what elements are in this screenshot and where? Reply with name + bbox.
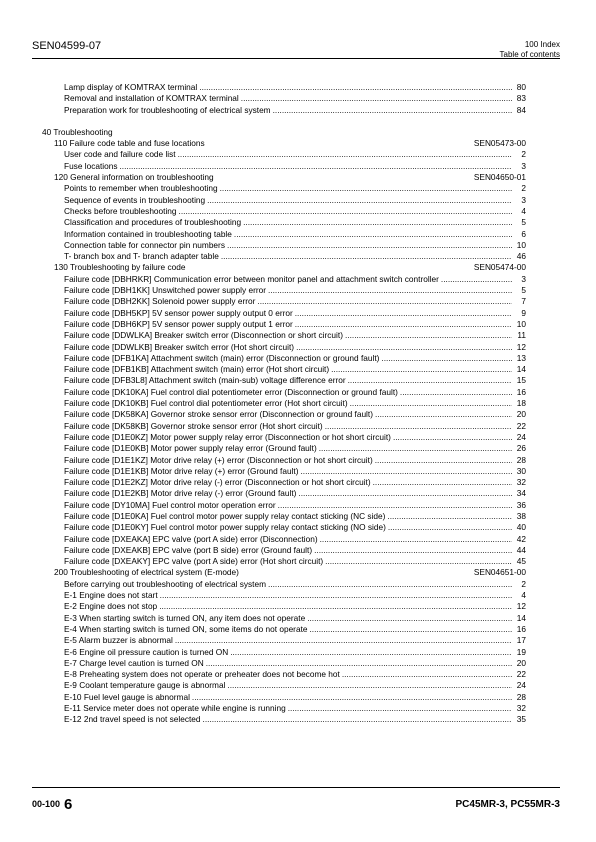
toc-section-page: SEN04651-00 <box>473 567 526 578</box>
dot-leader <box>441 274 512 285</box>
toc-entry-title: Preparation work for troubleshooting of electrical system <box>64 104 271 115</box>
dot-leader <box>309 624 512 635</box>
toc-entry-title: E-4 When starting switch is turned ON, some items do not operate <box>64 623 308 634</box>
toc-entry <box>42 206 526 217</box>
toc-entry-title: E-7 Charge level caution is turned ON <box>64 657 204 668</box>
toc-entry-page: 4 <box>521 205 526 216</box>
toc-entry-page: 80 <box>516 82 526 92</box>
toc-entry-page: 26 <box>516 443 526 454</box>
toc-entry <box>42 93 526 104</box>
toc-section-title: 200 Troubleshooting of electrical system (E-mode) <box>54 567 239 578</box>
toc-entry-page: 44 <box>516 544 526 555</box>
dot-leader <box>203 714 512 725</box>
toc-entry-page: 34 <box>516 488 526 499</box>
spacer <box>42 116 526 127</box>
toc-entry <box>42 522 526 533</box>
dot-leader <box>350 398 512 409</box>
dot-leader <box>325 556 512 567</box>
toc-entry <box>42 692 526 703</box>
dot-leader <box>273 105 512 116</box>
page-number: 6 <box>64 796 73 813</box>
toc-entry-title: E-3 When starting switch is turned ON, any item does not operate <box>64 612 306 623</box>
toc-entry-page: 9 <box>521 307 526 318</box>
toc-entry <box>42 240 526 251</box>
toc-entry-page: 12 <box>516 341 526 352</box>
toc-entry <box>42 613 526 624</box>
footer-models: PC45MR-3, PC55MR-3 <box>455 799 560 810</box>
toc-section-page: SEN05473-00 <box>473 138 526 149</box>
toc-entry <box>42 579 526 590</box>
toc-entry <box>42 601 526 612</box>
header-subsection: Table of contents <box>499 50 560 59</box>
toc-entry-title: E-6 Engine oil pressure caution is turned ON <box>64 646 229 657</box>
toc-entry-page: 2 <box>521 578 526 589</box>
toc-entry-page: 36 <box>516 499 526 510</box>
toc-section-title: 130 Troubleshooting by failure code <box>54 262 186 273</box>
toc-entry-title: E-11 Service meter does not operate while engine is running <box>64 703 286 714</box>
dot-leader <box>314 545 512 556</box>
toc-entry-title: E-5 Alarm buzzer is abnormal <box>64 635 173 646</box>
toc-entry-page: 10 <box>516 239 526 250</box>
toc-entry-page: 46 <box>516 251 526 262</box>
toc-entry <box>42 342 526 353</box>
toc-entry-page: 20 <box>516 657 526 668</box>
dot-leader <box>307 613 512 624</box>
toc-entry-title: Failure code [DY10MA] Fuel control motor operation error <box>64 499 276 510</box>
toc-entry-page: 10 <box>516 318 526 329</box>
toc-entry-title: Lamp display of KOMTRAX terminal <box>64 82 198 92</box>
toc-entry <box>42 488 526 499</box>
toc-entry <box>42 624 526 635</box>
footer-page-number <box>32 796 72 813</box>
dot-leader <box>331 364 512 375</box>
toc-entry-title: Before carrying out troubleshooting of electrical system <box>64 578 266 589</box>
toc-entry-title: Failure code [D1E0KY] Fuel control motor power supply relay contact sticking (NO side) <box>64 522 386 533</box>
toc-entry-title: Failure code [DDWLKA] Breaker switch error (Disconnection or short circuit) <box>64 330 343 341</box>
toc-entry <box>42 105 526 116</box>
dot-leader <box>227 240 512 251</box>
toc-entry-title: Checks before troubleshooting <box>64 205 177 216</box>
toc-section-title: 120 General information on troubleshooting <box>54 172 214 183</box>
toc-entry-title: Failure code [D1E1KB] Motor drive relay (+) error (Ground fault) <box>64 465 299 476</box>
dot-leader <box>268 285 512 296</box>
toc-entry <box>42 500 526 511</box>
toc-entry-title: User code and failure code list <box>64 149 176 160</box>
toc-entry <box>42 466 526 477</box>
toc-entry-page: 42 <box>516 533 526 544</box>
toc-entry-title: E-9 Coolant temperature gauge is abnormal <box>64 680 226 691</box>
toc-entry-page: 15 <box>516 375 526 386</box>
toc-entry <box>42 308 526 319</box>
toc-entry <box>42 183 526 194</box>
dot-leader <box>278 500 512 511</box>
toc-entry-title: T- branch box and T- branch adapter table <box>64 251 219 262</box>
toc-entry-title: Fuse locations <box>64 160 118 171</box>
toc-entry-page: 30 <box>516 465 526 476</box>
toc-entry <box>42 680 526 691</box>
toc-entry <box>42 375 526 386</box>
toc-entry-page: 2 <box>521 183 526 194</box>
header-section: 100 Index <box>524 40 560 49</box>
toc-section <box>42 172 526 183</box>
toc-entry-title: Failure code [DFB1KA] Attachment switch (main) error (Disconnection or ground fault) <box>64 352 380 363</box>
dot-leader <box>393 432 512 443</box>
toc-entry-page: 40 <box>516 522 526 533</box>
dot-leader <box>227 680 512 691</box>
dot-leader <box>179 206 512 217</box>
toc-entry-page: 35 <box>516 714 526 725</box>
toc-entry <box>42 296 526 307</box>
toc-entry-page: 2 <box>521 149 526 160</box>
dot-leader <box>243 217 512 228</box>
toc-entry-page: 3 <box>521 194 526 205</box>
dot-leader <box>296 342 512 353</box>
dot-leader <box>375 455 512 466</box>
toc-entry-page: 24 <box>516 680 526 691</box>
dot-leader <box>348 375 512 386</box>
toc-entry <box>42 149 526 160</box>
toc-entry-page: 13 <box>516 352 526 363</box>
toc-entry-page: 16 <box>516 386 526 397</box>
toc-chapter <box>42 127 526 138</box>
toc-entry-page: 16 <box>516 623 526 634</box>
dot-leader <box>298 488 512 499</box>
toc-entry-title: E-8 Preheating system does not operate or preheater does not become hot <box>64 669 340 680</box>
dot-leader <box>159 601 512 612</box>
dot-leader <box>373 477 512 488</box>
dot-leader <box>375 409 512 420</box>
toc-entry <box>42 285 526 296</box>
toc-entry <box>42 477 526 488</box>
toc-entry <box>42 217 526 228</box>
toc-entry-title: Failure code [D1E0KZ] Motor power supply relay error (Disconnection or hot short circuit) <box>64 431 391 442</box>
toc-entry-title: Failure code [DK58KA] Governor stroke sensor error (Disconnection or ground fault) <box>64 409 373 420</box>
toc-entry <box>42 590 526 601</box>
toc-entry <box>42 534 526 545</box>
toc-section <box>42 138 526 149</box>
toc-section-title: 110 Failure code table and fuse locations <box>54 138 205 149</box>
dot-leader <box>221 251 512 262</box>
toc-entry-page: 32 <box>516 477 526 488</box>
toc-entry-page: 5 <box>521 285 526 296</box>
dot-leader <box>387 511 512 522</box>
toc-entry <box>42 647 526 658</box>
toc-entry-page: 22 <box>516 669 526 680</box>
toc-entry <box>42 161 526 172</box>
toc-entry <box>42 455 526 466</box>
toc-entry-title: Failure code [DK10KB] Fuel control dial potentiometer error (Hot short circuit) <box>64 398 348 409</box>
toc-entry <box>42 409 526 420</box>
toc-entry-page: 12 <box>516 601 526 612</box>
dot-leader <box>257 296 512 307</box>
toc-entry-page: 11 <box>517 330 526 341</box>
dot-leader <box>400 387 512 398</box>
toc-entry-title: Failure code [DBH6KP] 5V sensor power supply output 1 error <box>64 318 293 329</box>
toc-entry <box>42 353 526 364</box>
dot-leader <box>120 161 513 172</box>
toc-entry <box>42 658 526 669</box>
toc-entry-title: Classification and procedures of troubleshooting <box>64 217 242 228</box>
dot-leader <box>295 319 512 330</box>
toc-entry-page: 83 <box>516 93 526 104</box>
dot-leader <box>241 93 512 104</box>
dot-leader <box>345 330 512 341</box>
toc-entry <box>42 274 526 285</box>
toc-entry <box>42 545 526 556</box>
toc-entry-title: E-10 Fuel level gauge is abnormal <box>64 691 190 702</box>
dot-leader <box>207 195 512 206</box>
toc-entry <box>42 511 526 522</box>
toc-entry-page: 20 <box>516 409 526 420</box>
toc-entry-title: Failure code [DBH5KP] 5V sensor power supply output 0 error <box>64 307 293 318</box>
toc-entry <box>42 364 526 375</box>
toc-entry <box>42 229 526 240</box>
toc-entry-page: 24 <box>516 431 526 442</box>
toc-entry-title: Failure code [DFB1KB] Attachment switch (main) error (Hot short circuit) <box>64 364 330 375</box>
toc-entry-page: 3 <box>521 273 526 284</box>
dot-leader <box>192 692 512 703</box>
toc-entry-title: Failure code [D1E1KZ] Motor drive relay (+) error (Disconnection or hot short circuit) <box>64 454 373 465</box>
toc-entry <box>42 319 526 330</box>
dot-leader <box>175 635 512 646</box>
toc-entry-page: 6 <box>521 228 526 239</box>
header-section-info <box>500 40 560 60</box>
toc-entry <box>42 556 526 567</box>
toc-entry-title: Failure code [DBHRKR] Communication error between monitor panel and attachment switch controller <box>64 273 439 284</box>
toc-entry-page: 84 <box>516 104 526 115</box>
toc-entry-page: 4 <box>521 590 526 601</box>
toc-entry-title: Removal and installation of KOMTRAX terminal <box>64 93 239 104</box>
toc-entry-title: Failure code [DXEAKA] EPC valve (port A side) error (Disconnection) <box>64 533 318 544</box>
page-prefix: 00-100 <box>32 799 61 809</box>
toc-entry-title: Failure code [DDWLKB] Breaker switch error (Hot short circuit) <box>64 341 295 352</box>
dot-leader <box>320 534 512 545</box>
toc-entry-page: 14 <box>516 364 526 375</box>
toc-entry-title: Sequence of events in troubleshooting <box>64 194 206 205</box>
toc-entry-title: Information contained in troubleshooting table <box>64 228 232 239</box>
dot-leader <box>220 183 512 194</box>
toc-entry-title: Failure code [DXEAKB] EPC valve (port B side) error (Ground fault) <box>64 544 313 555</box>
toc-section-page: SEN05474-00 <box>473 262 526 273</box>
dot-leader <box>234 229 512 240</box>
footer-rule <box>32 787 560 788</box>
toc-entry-page: 17 <box>516 635 526 646</box>
toc-entry <box>42 669 526 680</box>
toc-entry-title: E-2 Engine does not stop <box>64 601 158 612</box>
toc-entry-page: 32 <box>516 703 526 714</box>
dot-leader <box>288 703 512 714</box>
toc-entry-title: Failure code [DXEAKY] EPC valve (port A side) error (Hot short circuit) <box>64 556 324 567</box>
toc-entry-title: Connection table for connector pin numbers <box>64 239 225 250</box>
toc-entry <box>42 635 526 646</box>
toc-entry-page: 3 <box>521 160 526 171</box>
toc-entry <box>42 251 526 262</box>
toc-entry <box>42 195 526 206</box>
dot-leader <box>230 647 512 658</box>
dot-leader <box>178 149 512 160</box>
dot-leader <box>325 421 512 432</box>
dot-leader <box>295 308 512 319</box>
toc-section <box>42 567 526 578</box>
toc-entry <box>42 443 526 454</box>
dot-leader <box>300 466 512 477</box>
toc-entry-title: Failure code [DBH1KK] Unswitched power supply error <box>64 285 266 296</box>
toc-entry-page: 14 <box>516 612 526 623</box>
toc-entry-page: 7 <box>521 296 526 307</box>
toc-entry-title: Points to remember when troubleshooting <box>64 183 218 194</box>
document-number: SEN04599-07 <box>32 40 102 52</box>
toc-entry <box>42 387 526 398</box>
toc-entry-page: 22 <box>516 420 526 431</box>
header-rule <box>32 58 560 59</box>
toc-entry-title: Failure code [DK10KA] Fuel control dial potentiometer error (Disconnection or ground fault) <box>64 386 398 397</box>
toc-entry <box>42 82 526 93</box>
toc-entry-title: Failure code [DK58KB] Governor stroke sensor error (Hot short circuit) <box>64 420 323 431</box>
dot-leader <box>268 579 512 590</box>
dot-leader <box>199 82 512 93</box>
toc-entry <box>42 714 526 725</box>
toc-entry-page: 18 <box>516 398 526 409</box>
toc-entry-title: Failure code [D1E0KB] Motor power supply relay error (Ground fault) <box>64 443 317 454</box>
toc-entry-title: E-12 2nd travel speed is not selected <box>64 714 201 725</box>
toc-entry <box>42 703 526 714</box>
toc-entry-title: Failure code [D1E0KA] Fuel control motor power supply relay contact sticking (NC side) <box>64 510 386 521</box>
toc-entry <box>42 432 526 443</box>
toc-section-page: SEN04650-01 <box>473 172 526 183</box>
toc-entry-page: 19 <box>516 646 526 657</box>
dot-leader <box>206 658 512 669</box>
toc-entry-page: 45 <box>516 556 526 567</box>
dot-leader <box>381 353 512 364</box>
toc-entry-title: E-1 Engine does not start <box>64 590 158 601</box>
toc-entry-page: 28 <box>516 691 526 702</box>
toc-entry-title: Failure code [D1E2KB] Motor drive relay (-) error (Ground fault) <box>64 488 297 499</box>
toc-entry <box>42 330 526 341</box>
toc-entry-title: Failure code [DBH2KK] Solenoid power supply error <box>64 296 256 307</box>
table-of-contents <box>42 82 526 726</box>
toc-entry <box>42 421 526 432</box>
toc-entry-page: 5 <box>521 217 526 228</box>
toc-entry-page: 28 <box>516 454 526 465</box>
toc-entry <box>42 398 526 409</box>
toc-chapter-title: 40 Troubleshooting <box>42 126 113 137</box>
toc-entry-title: Failure code [DFB3L8] Attachment switch (main-sub) voltage difference error <box>64 375 346 386</box>
toc-entry-page: 38 <box>516 510 526 521</box>
dot-leader <box>319 443 512 454</box>
toc-section <box>42 262 526 273</box>
dot-leader <box>388 522 512 533</box>
toc-entry-title: Failure code [D1E2KZ] Motor drive relay (-) error (Disconnection or hot short circuit) <box>64 477 371 488</box>
dot-leader <box>342 669 512 680</box>
dot-leader <box>160 590 512 601</box>
